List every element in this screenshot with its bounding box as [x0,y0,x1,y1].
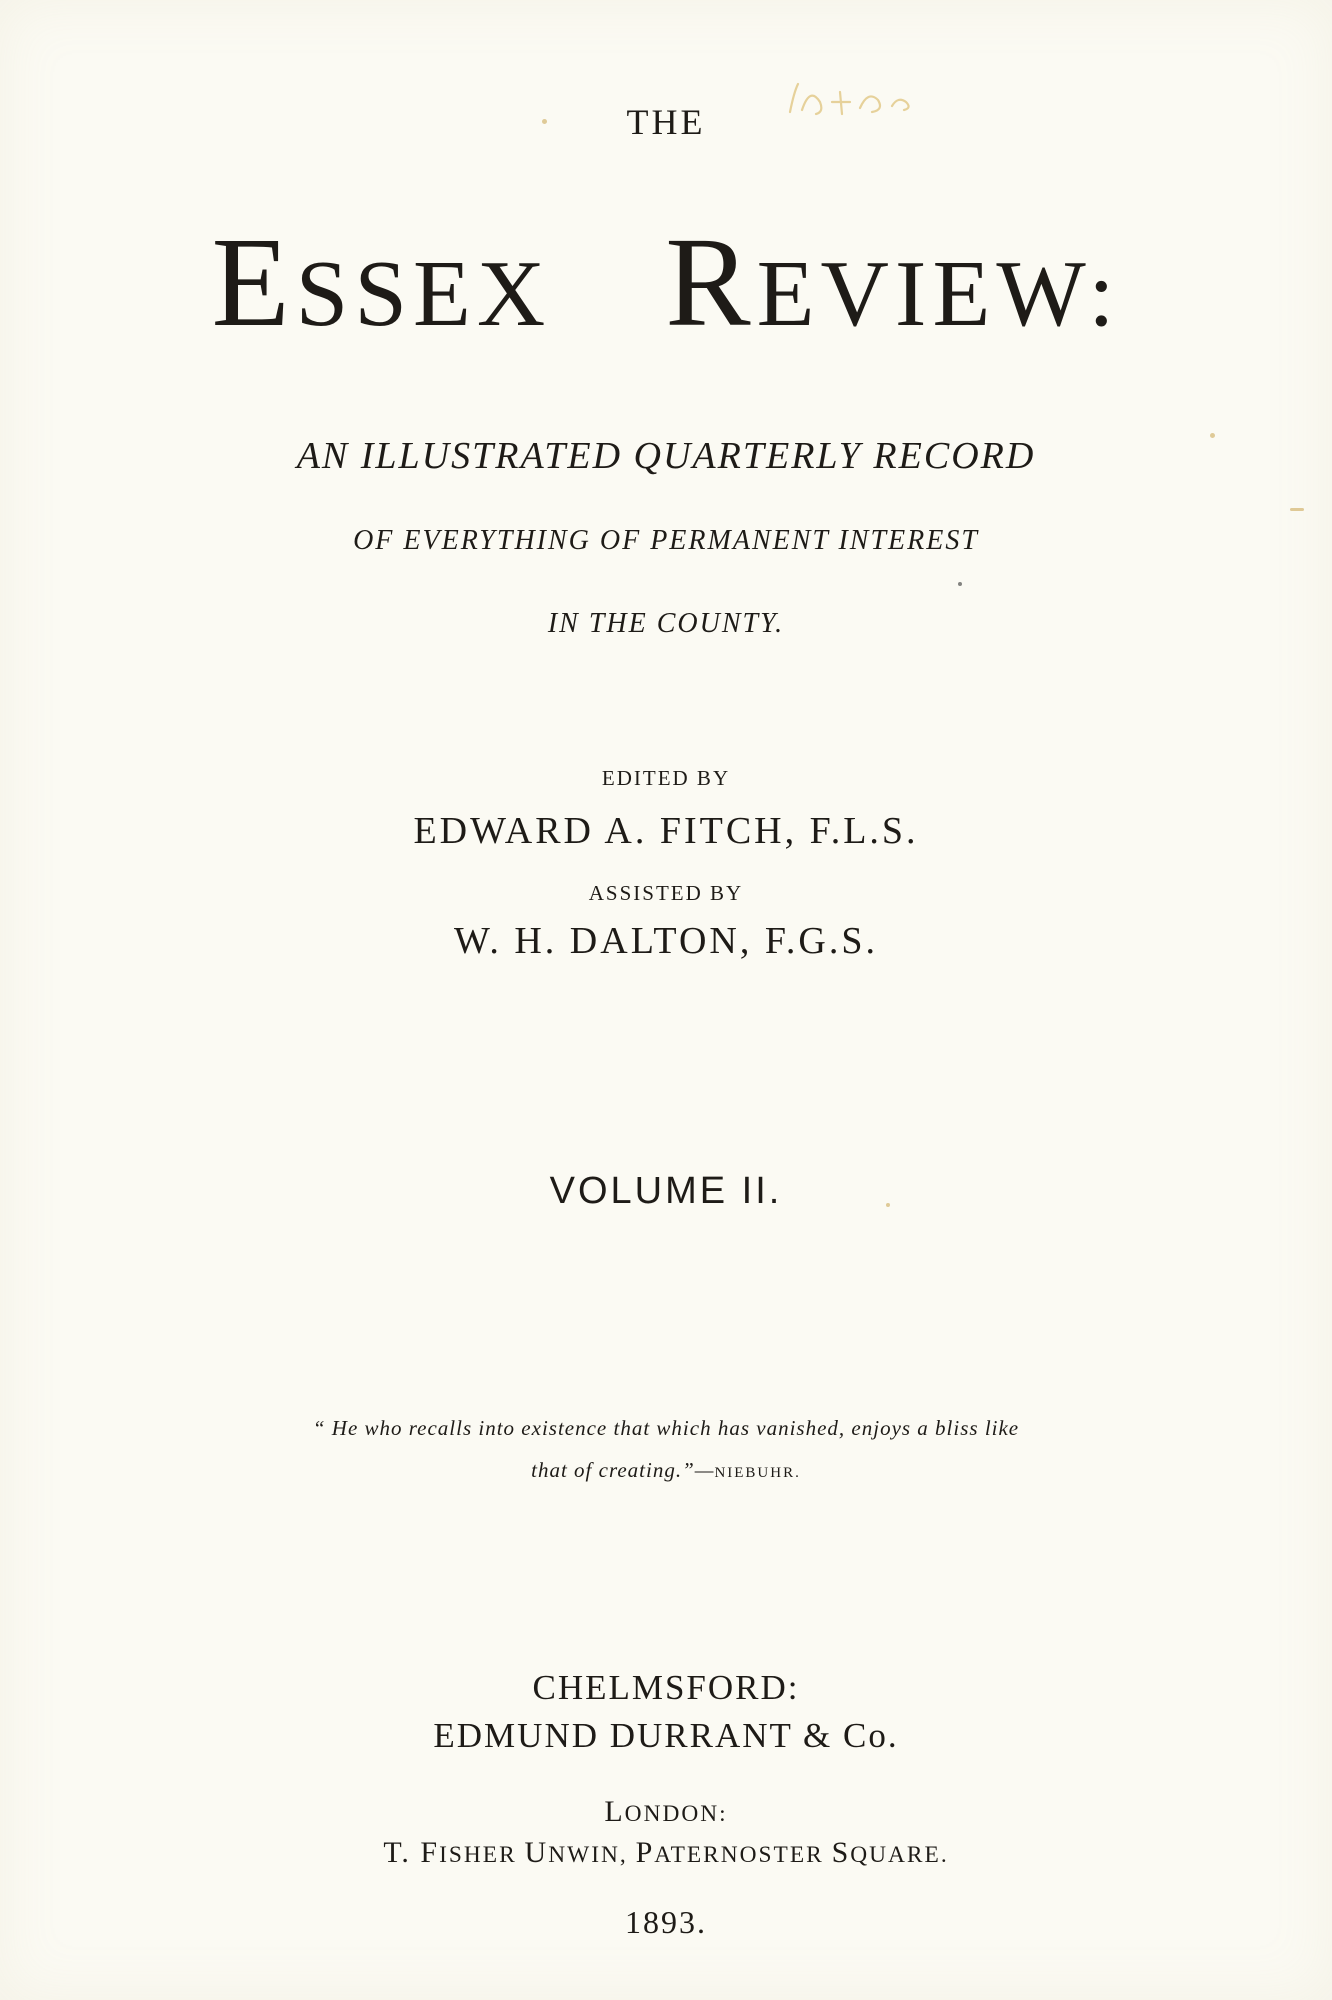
unwin-part: S [831,1836,851,1869]
unwin-part: U [524,1836,549,1869]
assistant-name: W. H. DALTON, F.G.S. [453,920,878,962]
unwin-part: T. F [383,1836,440,1869]
title-prefix: THE [626,102,706,142]
subtitle-line-2: OF EVERYTHING OF PERMANENT INTEREST [353,525,979,556]
title-word-essex: SSEX [295,242,552,346]
volume-label: VOLUME II. [549,1170,783,1212]
unwin-part: ISHER [439,1842,525,1868]
imprint-publisher-unwin [0,1838,1332,1868]
imprint-publisher-durrant: EDMUND DURRANT & Co. [433,1716,899,1755]
paper-speck [1290,508,1304,511]
page-title [0,211,1332,353]
paper-speck [958,582,962,586]
subtitle-line-1: AN ILLUSTRATED QUARTERLY RECORD [296,435,1036,477]
imprint-place-london [0,1797,1332,1827]
epigraph-attribution: NIEBUHR. [714,1465,801,1481]
title-initial-r: R [665,211,757,353]
subtitle-line-3: IN THE COUNTY. [547,608,785,639]
assisted-by-label: ASSISTED BY [588,881,744,905]
imprint-place-chelmsford: CHELMSFORD: [532,1668,800,1707]
title-initial-e: E [211,211,296,353]
unwin-part: QUARE. [850,1842,949,1868]
london-initial: L [604,1795,625,1828]
unwin-part: NWIN, [548,1842,636,1868]
editor-name: EDWARD A. FITCH, F.L.S. [413,810,919,852]
epigraph-line-2 [0,1460,1332,1481]
epigraph-text: that of creating.”— [531,1458,715,1482]
edited-by-label: EDITED BY [601,766,731,790]
unwin-part: ATERNOSTER [654,1842,832,1868]
publication-year: 1893. [625,1904,707,1940]
london-rest: ONDON: [624,1801,728,1827]
unwin-part: P [635,1836,655,1869]
epigraph-line-1: “ He who recalls into existence that which has vanished, enjoys a bliss like [312,1416,1020,1440]
title-word-review: EVIEW: [756,242,1121,346]
